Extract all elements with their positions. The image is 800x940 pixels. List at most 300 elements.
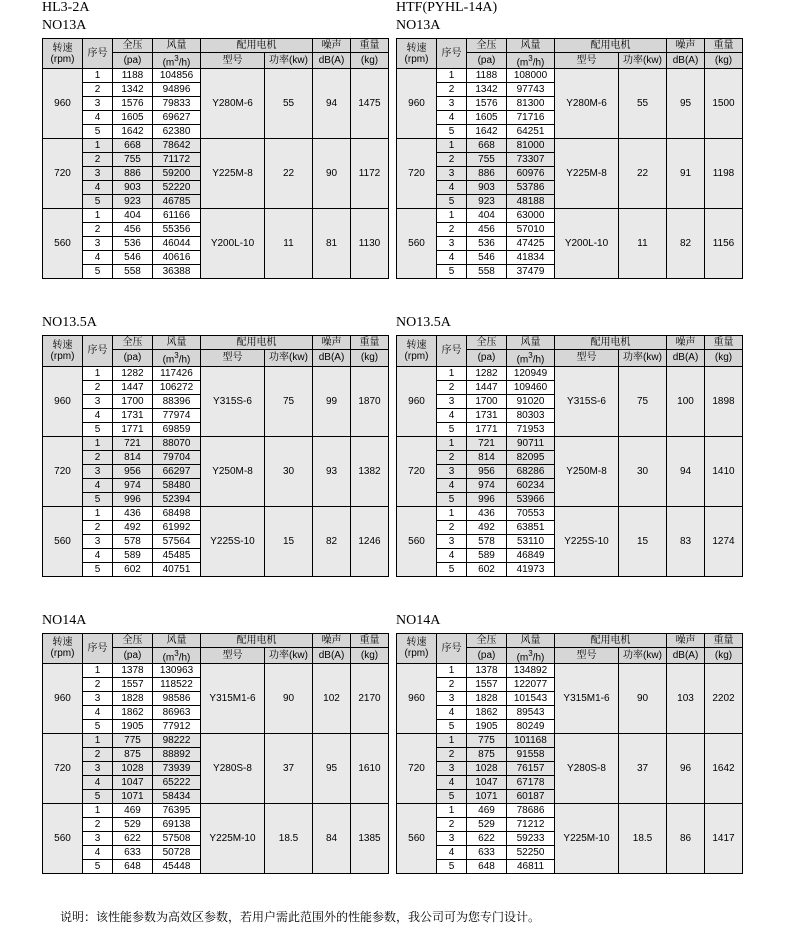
header-pressure: 全压 <box>113 633 153 647</box>
cell-pressure: 721 <box>467 436 507 450</box>
cell-weight: 1172 <box>351 139 389 209</box>
header-flow-unit: $(m^3/h)$ <box>507 350 555 366</box>
cell-pressure: 1700 <box>113 394 153 408</box>
cell-motor-power: 15 <box>619 506 667 576</box>
cell-speed: 960 <box>397 69 437 139</box>
cell-pressure: 996 <box>467 492 507 506</box>
cell-speed: 560 <box>397 506 437 576</box>
cell-index: 1 <box>437 69 467 83</box>
cell-flow: 89543 <box>507 705 555 719</box>
cell-pressure: 536 <box>113 237 153 251</box>
cell-index: 1 <box>83 209 113 223</box>
cell-index: 1 <box>437 366 467 380</box>
cell-index: 3 <box>83 167 113 181</box>
cell-flow: 108000 <box>507 69 555 83</box>
cell-index: 1 <box>83 366 113 380</box>
cell-weight: 2170 <box>351 663 389 733</box>
cell-flow: 57508 <box>153 831 201 845</box>
table-row <box>397 436 743 450</box>
cell-index: 3 <box>437 167 467 181</box>
cell-flow: 65222 <box>153 775 201 789</box>
cell-motor-power: 18.5 <box>619 803 667 873</box>
cell-pressure: 1731 <box>467 408 507 422</box>
cell-flow: 60976 <box>507 167 555 181</box>
header-motor-model: 型号 <box>555 53 619 69</box>
header-weight: 重量 <box>351 39 389 53</box>
header-flow: 风量 <box>507 633 555 647</box>
cell-motor-model: Y225M-8 <box>555 139 619 209</box>
cell-pressure: 529 <box>467 817 507 831</box>
cell-pressure: 546 <box>467 251 507 265</box>
header-flow: 风量 <box>153 39 201 53</box>
cell-flow: 80249 <box>507 719 555 733</box>
cell-index: 3 <box>437 691 467 705</box>
cell-pressure: 814 <box>467 450 507 464</box>
cell-flow: 60234 <box>507 478 555 492</box>
cell-index: 2 <box>83 520 113 534</box>
cell-pressure: 668 <box>113 139 153 153</box>
header-motor: 配用电机 <box>201 336 313 350</box>
cell-flow: 52220 <box>153 181 201 195</box>
cell-weight: 1385 <box>351 803 389 873</box>
header-noise: 噪声 <box>313 39 351 53</box>
cell-noise: 90 <box>313 139 351 209</box>
table-row <box>43 733 389 747</box>
cell-index: 1 <box>83 663 113 677</box>
header-weight: 重量 <box>705 633 743 647</box>
cell-noise: 82 <box>667 209 705 279</box>
header-weight-unit: (kg) <box>351 350 389 366</box>
header-speed: 转速 (rpm) <box>397 336 437 366</box>
cell-pressure: 1905 <box>467 719 507 733</box>
header-pressure: 全压 <box>467 336 507 350</box>
cell-flow: 55356 <box>153 223 201 237</box>
cell-pressure: 886 <box>113 167 153 181</box>
cell-motor-power: 37 <box>265 733 313 803</box>
cell-flow: 36388 <box>153 265 201 279</box>
header-speed: 转速 (rpm) <box>397 633 437 663</box>
cell-motor-model: Y250M-8 <box>201 436 265 506</box>
cell-motor-model: Y280S-8 <box>555 733 619 803</box>
cell-speed: 720 <box>397 139 437 209</box>
cell-flow: 88892 <box>153 747 201 761</box>
cell-pressure: 633 <box>467 845 507 859</box>
cell-flow: 61166 <box>153 209 201 223</box>
header-pressure: 全压 <box>113 336 153 350</box>
header-motor-model: 型号 <box>555 647 619 663</box>
cell-noise: 86 <box>667 803 705 873</box>
cell-index: 1 <box>83 803 113 817</box>
table-row <box>43 803 389 817</box>
header-index: 序号 <box>437 336 467 366</box>
table-row <box>43 436 389 450</box>
cell-flow: 57564 <box>153 534 201 548</box>
cell-index: 4 <box>83 408 113 422</box>
cell-noise: 95 <box>313 733 351 803</box>
cell-motor-power: 90 <box>265 663 313 733</box>
cell-noise: 100 <box>667 366 705 436</box>
cell-flow: 40616 <box>153 251 201 265</box>
spec-table <box>42 38 389 279</box>
right-series-title: HTF(PYHL-14A) <box>396 0 498 15</box>
header-motor-power: 功率(kw) <box>619 647 667 663</box>
cell-weight: 1417 <box>705 803 743 873</box>
cell-weight: 1475 <box>351 69 389 139</box>
cell-flow: 79833 <box>153 97 201 111</box>
spec-block <box>42 613 389 874</box>
cell-speed: 960 <box>397 366 437 436</box>
spec-table <box>396 38 743 279</box>
cell-pressure: 469 <box>113 803 153 817</box>
cell-flow: 53110 <box>507 534 555 548</box>
cell-pressure: 456 <box>113 223 153 237</box>
cell-flow: 45448 <box>153 859 201 873</box>
cell-pressure: 469 <box>467 803 507 817</box>
cell-flow: 104856 <box>153 69 201 83</box>
cell-pressure: 903 <box>467 181 507 195</box>
table-row <box>43 139 389 153</box>
cell-flow: 66297 <box>153 464 201 478</box>
cell-motor-model: Y250M-8 <box>555 436 619 506</box>
cell-pressure: 1828 <box>467 691 507 705</box>
header-weight: 重量 <box>705 336 743 350</box>
header-flow-unit: $(m^3/h)$ <box>507 647 555 663</box>
header-weight-unit: (kg) <box>705 350 743 366</box>
cell-index: 1 <box>437 436 467 450</box>
cell-index: 4 <box>437 548 467 562</box>
spec-table <box>396 633 743 874</box>
header-flow: 风量 <box>153 336 201 350</box>
cell-index: 5 <box>437 492 467 506</box>
cell-index: 5 <box>437 265 467 279</box>
cell-pressure: 721 <box>113 436 153 450</box>
header-speed: 转速 (rpm) <box>43 633 83 663</box>
cell-flow: 62380 <box>153 125 201 139</box>
header-index: 序号 <box>83 39 113 69</box>
table-row <box>397 733 743 747</box>
table-row <box>397 366 743 380</box>
cell-flow: 88396 <box>153 394 201 408</box>
cell-motor-power: 90 <box>619 663 667 733</box>
cell-flow: 68498 <box>153 506 201 520</box>
header-flow: 风量 <box>153 633 201 647</box>
cell-index: 5 <box>437 195 467 209</box>
cell-pressure: 622 <box>467 831 507 845</box>
cell-flow: 68286 <box>507 464 555 478</box>
header-index: 序号 <box>437 39 467 69</box>
cell-index: 4 <box>437 251 467 265</box>
header-weight-unit: (kg) <box>351 53 389 69</box>
cell-speed: 560 <box>397 803 437 873</box>
cell-pressure: 404 <box>467 209 507 223</box>
cell-pressure: 1557 <box>113 677 153 691</box>
cell-flow: 118522 <box>153 677 201 691</box>
cell-weight: 2202 <box>705 663 743 733</box>
cell-noise: 94 <box>667 436 705 506</box>
cell-pressure: 404 <box>113 209 153 223</box>
cell-speed: 720 <box>397 733 437 803</box>
cell-pressure: 1771 <box>113 422 153 436</box>
header-motor-power: 功率(kw) <box>265 350 313 366</box>
cell-pressure: 974 <box>467 478 507 492</box>
cell-pressure: 648 <box>113 859 153 873</box>
left-column <box>42 0 389 874</box>
header-motor-model: 型号 <box>555 350 619 366</box>
cell-weight: 1382 <box>351 436 389 506</box>
cell-motor-model: Y280M-6 <box>201 69 265 139</box>
cell-speed: 560 <box>43 506 83 576</box>
model-title: NO13.5A <box>42 315 97 331</box>
header-noise: 噪声 <box>667 39 705 53</box>
cell-flow: 78686 <box>507 803 555 817</box>
cell-index: 3 <box>83 831 113 845</box>
cell-noise: 94 <box>313 69 351 139</box>
header-motor: 配用电机 <box>201 39 313 53</box>
cell-pressure: 1047 <box>467 775 507 789</box>
table-row <box>43 366 389 380</box>
header-motor-model: 型号 <box>201 350 265 366</box>
header-noise: 噪声 <box>667 633 705 647</box>
spec-table <box>396 335 743 576</box>
cell-flow: 47425 <box>507 237 555 251</box>
cell-flow: 63851 <box>507 520 555 534</box>
cell-pressure: 1342 <box>467 83 507 97</box>
cell-index: 5 <box>83 125 113 139</box>
cell-pressure: 456 <box>467 223 507 237</box>
cell-flow: 46849 <box>507 548 555 562</box>
cell-index: 2 <box>437 153 467 167</box>
cell-pressure: 1642 <box>467 125 507 139</box>
cell-flow: 40751 <box>153 562 201 576</box>
cell-index: 1 <box>83 139 113 153</box>
cell-pressure: 558 <box>113 265 153 279</box>
cell-flow: 41973 <box>507 562 555 576</box>
header-weight: 重量 <box>351 633 389 647</box>
header-flow-unit: $(m^3/h)$ <box>507 53 555 69</box>
header-noise-unit: dB(A) <box>667 647 705 663</box>
cell-flow: 71953 <box>507 422 555 436</box>
spec-block <box>42 315 389 576</box>
header-motor-power: 功率(kw) <box>619 53 667 69</box>
cell-index: 2 <box>437 677 467 691</box>
cell-index: 5 <box>437 789 467 803</box>
spec-table <box>42 335 389 576</box>
cell-index: 5 <box>83 492 113 506</box>
cell-noise: 93 <box>313 436 351 506</box>
table-row <box>397 69 743 83</box>
header-pressure-unit: (pa) <box>113 647 153 663</box>
cell-index: 4 <box>437 478 467 492</box>
cell-flow: 52394 <box>153 492 201 506</box>
cell-index: 3 <box>437 761 467 775</box>
spec-block <box>396 613 743 874</box>
cell-pressure: 602 <box>467 562 507 576</box>
cell-speed: 720 <box>43 139 83 209</box>
header-noise-unit: dB(A) <box>313 53 351 69</box>
cell-index: 1 <box>437 733 467 747</box>
cell-flow: 61992 <box>153 520 201 534</box>
cell-flow: 70553 <box>507 506 555 520</box>
left-series-title: HL3-2A <box>42 0 90 15</box>
cell-flow: 58434 <box>153 789 201 803</box>
cell-motor-power: 37 <box>619 733 667 803</box>
cell-pressure: 1028 <box>467 761 507 775</box>
cell-flow: 46044 <box>153 237 201 251</box>
cell-flow: 101543 <box>507 691 555 705</box>
cell-pressure: 1905 <box>113 719 153 733</box>
cell-flow: 90711 <box>507 436 555 450</box>
cell-flow: 109460 <box>507 380 555 394</box>
table-row <box>397 803 743 817</box>
cell-flow: 130963 <box>153 663 201 677</box>
header-motor-power: 功率(kw) <box>265 53 313 69</box>
cell-weight: 1410 <box>705 436 743 506</box>
cell-index: 4 <box>437 705 467 719</box>
cell-flow: 59233 <box>507 831 555 845</box>
right-column <box>396 0 743 874</box>
cell-speed: 720 <box>43 436 83 506</box>
cell-motor-power: 55 <box>619 69 667 139</box>
cell-flow: 60187 <box>507 789 555 803</box>
header-weight-unit: (kg) <box>705 53 743 69</box>
cell-flow: 82095 <box>507 450 555 464</box>
cell-index: 2 <box>437 817 467 831</box>
cell-pressure: 436 <box>467 506 507 520</box>
header-pressure: 全压 <box>467 633 507 647</box>
cell-pressure: 1642 <box>113 125 153 139</box>
header-index: 序号 <box>83 336 113 366</box>
cell-noise: 96 <box>667 733 705 803</box>
cell-pressure: 775 <box>467 733 507 747</box>
cell-pressure: 923 <box>113 195 153 209</box>
cell-index: 4 <box>83 251 113 265</box>
cell-motor-power: 30 <box>265 436 313 506</box>
cell-index: 2 <box>83 83 113 97</box>
cell-flow: 67178 <box>507 775 555 789</box>
header-flow: 风量 <box>507 39 555 53</box>
cell-index: 5 <box>83 562 113 576</box>
cell-index: 3 <box>437 97 467 111</box>
cell-index: 4 <box>83 181 113 195</box>
cell-pressure: 492 <box>467 520 507 534</box>
cell-flow: 77974 <box>153 408 201 422</box>
cell-flow: 91558 <box>507 747 555 761</box>
cell-flow: 73939 <box>153 761 201 775</box>
cell-flow: 122077 <box>507 677 555 691</box>
table-row <box>397 506 743 520</box>
cell-speed: 720 <box>397 436 437 506</box>
cell-motor-model: Y225S-10 <box>201 506 265 576</box>
cell-pressure: 1576 <box>113 97 153 111</box>
cell-pressure: 775 <box>113 733 153 747</box>
header-pressure-unit: (pa) <box>113 350 153 366</box>
cell-pressure: 546 <box>113 251 153 265</box>
cell-index: 3 <box>83 761 113 775</box>
cell-index: 4 <box>83 705 113 719</box>
cell-pressure: 1576 <box>467 97 507 111</box>
cell-motor-power: 22 <box>265 139 313 209</box>
cell-flow: 73307 <box>507 153 555 167</box>
cell-pressure: 1378 <box>467 663 507 677</box>
cell-motor-power: 75 <box>619 366 667 436</box>
cell-index: 1 <box>83 69 113 83</box>
header-noise: 噪声 <box>313 336 351 350</box>
cell-pressure: 956 <box>467 464 507 478</box>
header-pressure-unit: (pa) <box>467 647 507 663</box>
header-weight-unit: (kg) <box>705 647 743 663</box>
cell-flow: 71716 <box>507 111 555 125</box>
cell-motor-model: Y280S-8 <box>201 733 265 803</box>
cell-index: 2 <box>83 817 113 831</box>
cell-index: 3 <box>83 691 113 705</box>
cell-weight: 1156 <box>705 209 743 279</box>
cell-pressure: 492 <box>113 520 153 534</box>
spec-block <box>396 18 743 279</box>
cell-flow: 37479 <box>507 265 555 279</box>
cell-motor-power: 11 <box>619 209 667 279</box>
cell-index: 3 <box>437 831 467 845</box>
cell-index: 1 <box>437 209 467 223</box>
header-speed: 转速 (rpm) <box>43 336 83 366</box>
cell-index: 4 <box>437 111 467 125</box>
cell-motor-model: Y315S-6 <box>201 366 265 436</box>
table-row <box>43 663 389 677</box>
cell-speed: 560 <box>43 803 83 873</box>
cell-pressure: 886 <box>467 167 507 181</box>
header-pressure-unit: (pa) <box>467 53 507 69</box>
header-weight: 重量 <box>351 336 389 350</box>
cell-index: 5 <box>437 125 467 139</box>
cell-motor-model: Y200L-10 <box>201 209 265 279</box>
cell-index: 5 <box>83 859 113 873</box>
cell-pressure: 1771 <box>467 422 507 436</box>
table-row <box>43 209 389 223</box>
header-index: 序号 <box>83 633 113 663</box>
cell-pressure: 1862 <box>467 705 507 719</box>
cell-flow: 78642 <box>153 139 201 153</box>
cell-noise: 82 <box>313 506 351 576</box>
cell-pressure: 755 <box>113 153 153 167</box>
cell-noise: 84 <box>313 803 351 873</box>
cell-pressure: 529 <box>113 817 153 831</box>
cell-flow: 50728 <box>153 845 201 859</box>
cell-index: 2 <box>437 83 467 97</box>
spec-block <box>396 315 743 576</box>
cell-pressure: 633 <box>113 845 153 859</box>
cell-index: 1 <box>83 436 113 450</box>
cell-weight: 1198 <box>705 139 743 209</box>
cell-motor-model: Y315M1-6 <box>201 663 265 733</box>
cell-pressure: 956 <box>113 464 153 478</box>
cell-pressure: 622 <box>113 831 153 845</box>
cell-flow: 117426 <box>153 366 201 380</box>
cell-pressure: 814 <box>113 450 153 464</box>
cell-flow: 86963 <box>153 705 201 719</box>
cell-flow: 98586 <box>153 691 201 705</box>
cell-pressure: 1700 <box>467 394 507 408</box>
header-noise: 噪声 <box>667 336 705 350</box>
header-motor: 配用电机 <box>555 633 667 647</box>
right-block-container <box>396 18 743 874</box>
cell-flow: 59200 <box>153 167 201 181</box>
cell-index: 2 <box>437 380 467 394</box>
cell-pressure: 996 <box>113 492 153 506</box>
cell-flow: 71212 <box>507 817 555 831</box>
cell-index: 3 <box>437 394 467 408</box>
cell-pressure: 436 <box>113 506 153 520</box>
cell-pressure: 1047 <box>113 775 153 789</box>
cell-motor-model: Y280M-6 <box>555 69 619 139</box>
